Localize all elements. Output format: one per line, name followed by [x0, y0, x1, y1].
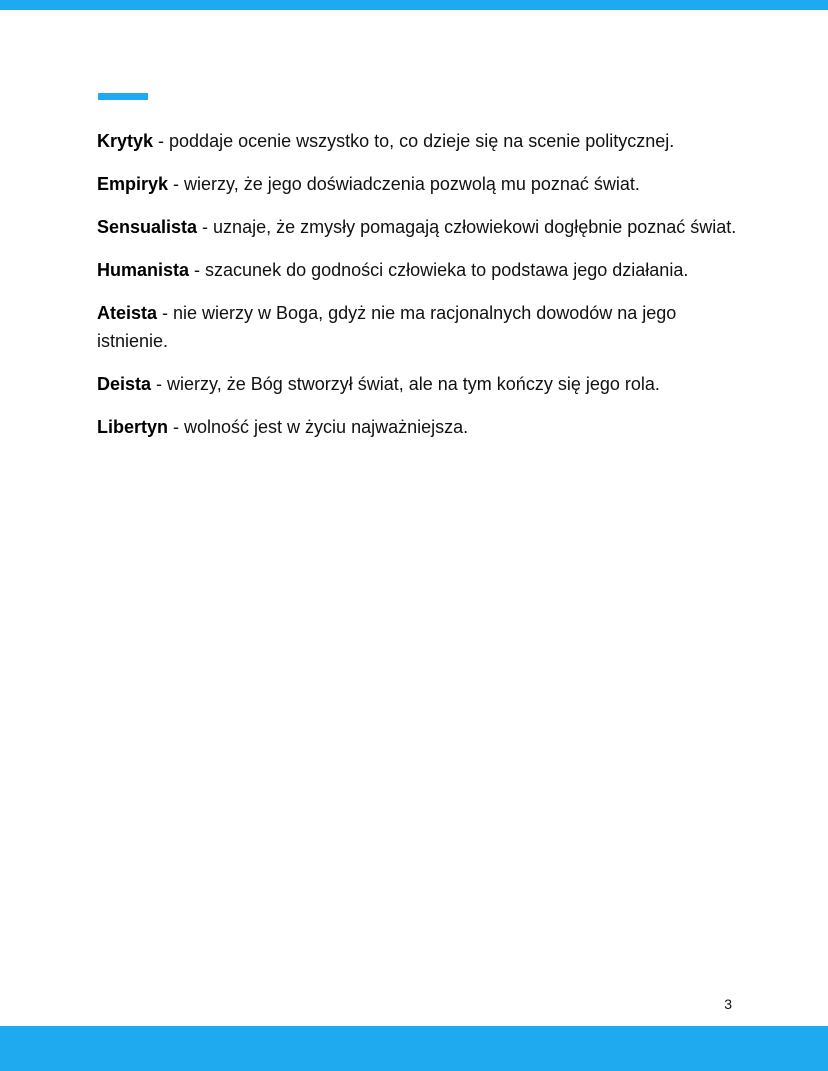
definition-term: Humanista [97, 260, 190, 280]
definition-text: - wierzy, że jego doświadczenia pozwolą mu poznać świat. [168, 174, 640, 194]
definition-text: - szacunek do godności człowieka to podstawa jego działania. [189, 260, 689, 280]
definition-list [97, 127, 737, 456]
definition-text: - poddaje ocenie wszystko to, co dzieje się na scenie politycznej. [153, 131, 675, 151]
definition-entry-sensualista [97, 213, 737, 241]
definition-entry-ateista [97, 299, 737, 355]
top-accent-bar [0, 0, 828, 10]
accent-dash [98, 93, 148, 100]
page-number: 3 [724, 996, 732, 1012]
definition-text: - wolność jest w życiu najważniejsza. [168, 417, 469, 437]
definition-term: Ateista [97, 303, 158, 323]
definition-entry-humanista [97, 256, 737, 284]
definition-entry-deista [97, 370, 737, 398]
definition-text: - wierzy, że Bóg stworzył świat, ale na tym kończy się jego rola. [151, 374, 660, 394]
definition-term: Libertyn [97, 417, 169, 437]
definition-term: Deista [97, 374, 152, 394]
definition-entry-krytyk [97, 127, 737, 155]
definition-term: Empiryk [97, 174, 169, 194]
definition-term: Sensualista [97, 217, 198, 237]
definition-entry-empiryk [97, 170, 737, 198]
definition-entry-libertyn [97, 413, 737, 441]
definition-term: Krytyk [97, 131, 154, 151]
definition-text: - uznaje, że zmysły pomagają człowiekowi dogłębnie poznać świat. [197, 217, 737, 237]
bottom-accent-bar [0, 1026, 828, 1071]
definition-text: - nie wierzy w Boga, gdyż nie ma racjonalnych dowodów na jego istnienie. [97, 303, 677, 351]
